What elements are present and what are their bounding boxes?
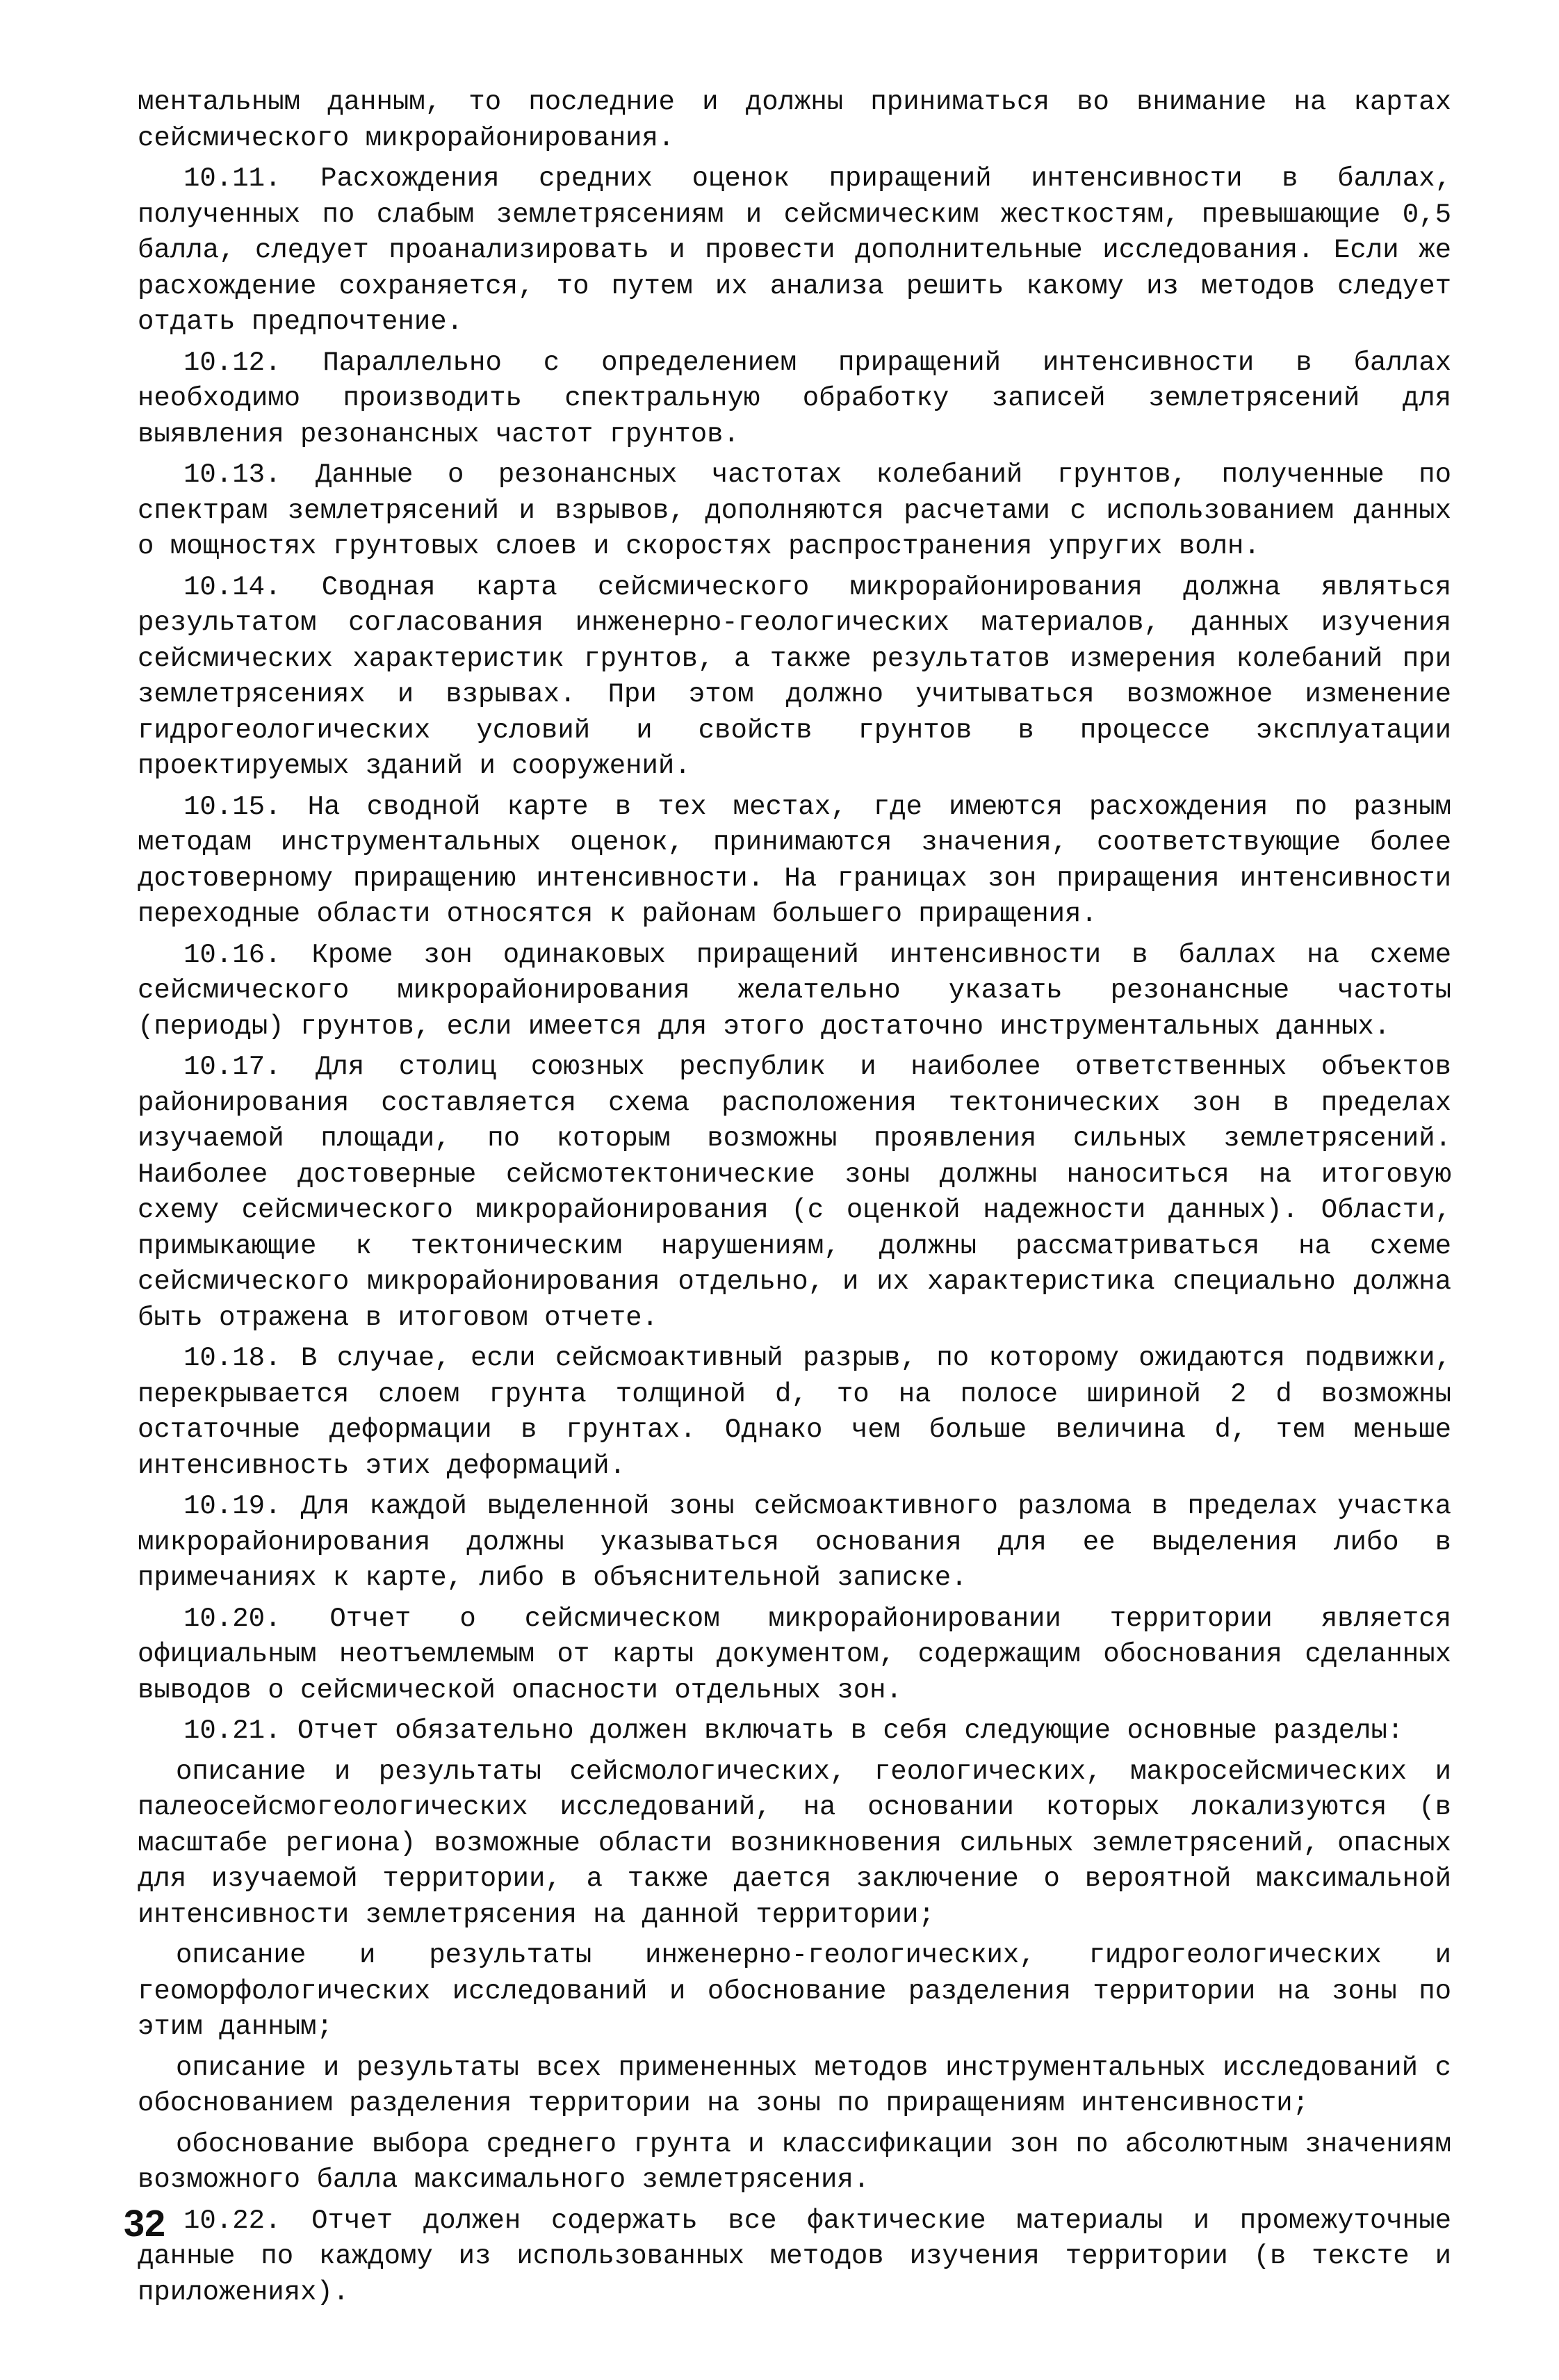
paragraph-10-22: [138, 2203, 1451, 2311]
paragraph-text: Отчет о сейсмическом микрорайонировании территории является официальным неотъемлемым от карты документом, содержащим обоснования сделанных выводов о сейсмической опасности отдельных зон.: [138, 1603, 1452, 1706]
section-number: 10.20.: [183, 1603, 281, 1634]
paragraph-text: ментальным данным, то последние и должны приниматься во внимание на картах сейсмического микрорайонирования.: [138, 87, 1451, 154]
list-item: описание и результаты сейсмологических, геологических, макросейсмических и палеосейсмогеологических исследований, на основании которых локализуются (в масштабе региона) возможные области возникновения сильных землетрясений, опасных для изучаемой территории, а также дается заключение о вероятной максимальной интенсивности землетрясения на данной территории;: [138, 1756, 1451, 1930]
section-number: 10.18.: [183, 1343, 281, 1374]
list-item: описание и результаты всех примененных методов инструментальных исследований с обоснованием разделения территории на зоны по приращениям интенсивности;: [138, 2052, 1451, 2119]
section-number: 10.14.: [183, 571, 281, 603]
paragraph-10-17: [138, 1050, 1451, 1336]
page-number: 32: [124, 2203, 166, 2244]
page-body: [138, 85, 1451, 2315]
paragraph-text: Отчет должен содержать все фактические материалы и промежуточные данные по каждому из использованных методов изучения территории (в тексте и приложениях).: [138, 2205, 1452, 2308]
paragraph-continuation: [138, 85, 1451, 156]
paragraph-10-16: [138, 938, 1451, 1045]
paragraph-text: Расхождения средних оценок приращений интенсивности в баллах, полученных по слабым землетрясениям и сейсмическим жесткостям, превышающие 0,5 балла, следует проанализировать и провести дополнительные исследования. Если же расхождение сохраняется, то путем их анализа решить какому из методов следует отдать предпочтение.: [138, 163, 1451, 337]
section-number: 10.13.: [183, 459, 281, 490]
paragraph-text: Кроме зон одинаковых приращений интенсивности в баллах на схеме сейсмического микрорайонирования желательно указать резонансные частоты (периоды) грунтов, если имеется для этого достаточно инструментальных данных.: [138, 939, 1451, 1042]
list-item: обоснование выбора среднего грунта и классификации зон по абсолютным значениям возможного балла максимального землетрясения.: [138, 2128, 1451, 2195]
paragraph-text: В случае, если сейсмоактивный разрыв, по которому ожидаются подвижки, перекрывается слоем грунта толщиной d, то на полосе шириной 2 d возможны остаточные деформации в грунтах. Однако чем больше величина d, тем меньше интенсивность этих деформаций.: [138, 1343, 1451, 1481]
section-number: 10.17.: [183, 1052, 281, 1082]
paragraph-10-18: [138, 1341, 1451, 1484]
paragraph-10-12: [138, 345, 1451, 453]
section-number: 10.11.: [183, 163, 281, 194]
paragraph-text: Данные о резонансных частотах колебаний грунтов, полученные по спектрам землетрясений и взрывов, дополняются расчетами с использованием данных о мощностях грунтовых слоев и скоростях распространения упругих волн.: [138, 459, 1451, 562]
paragraph-text: Для столиц союзных республик и наиболее ответственных объектов районирования составляется схема расположения тектонических зон в пределах изучаемой площади, по которым возможны проявления сильных землетрясений. Наиболее достоверные сейсмотектонические зоны должны наноситься на итоговую схему сейсмического микрорайонирования (с оценкой надежности данных). Области, примыкающие к тектоническим нарушениям, должны рассматриваться на схеме сейсмического микрорайонирования отдельно, и их характеристика специально должна быть отражена в итоговом отчете.: [138, 1052, 1451, 1333]
section-number: 10.22.: [183, 2205, 281, 2236]
paragraph-text: На сводной карте в тех местах, где имеются расхождения по разным методам инструментальных оценок, принимаются значения, соответствующие более достоверному приращению интенсивности. На границах зон приращения интенсивности переходные области относятся к районам большего приращения.: [138, 791, 1452, 929]
paragraph-text: Отчет обязательно должен включать в себя следующие основные разделы:: [297, 1715, 1404, 1746]
section-number: 10.19.: [183, 1491, 281, 1522]
paragraph-10-15: [138, 790, 1451, 933]
paragraph-text: Для каждой выделенной зоны сейсмоактивного разлома в пределах участка микрорайонирования должны указываться основания для ее выделения либо в примечаниях к карте, либо в объяснительной записке.: [138, 1491, 1451, 1593]
paragraph-10-21: [138, 1713, 1451, 1750]
paragraph-10-13: [138, 457, 1451, 565]
section-number: 10.15.: [183, 791, 281, 822]
section-number: 10.16.: [183, 939, 281, 970]
paragraph-10-20: [138, 1601, 1451, 1709]
section-number: 10.21.: [183, 1715, 281, 1746]
paragraph-text: Параллельно с определением приращений интенсивности в баллах необходимо производить спектральную обработку записей землетрясений для выявления резонансных частот грунтов.: [138, 347, 1451, 450]
paragraph-text: Сводная карта сейсмического микрорайонирования должна являться результатом согласования инженерно-геологических материалов, данных изучения сейсмических характеристик грунтов, а также результатов измерения колебаний при землетрясениях и взрывах. При этом должно учитываться возможное изменение гидрогеологических условий и свойств грунтов в процессе эксплуатации проектируемых зданий и сооружений.: [138, 571, 1451, 781]
paragraph-10-14: [138, 570, 1451, 785]
paragraph-10-19: [138, 1489, 1451, 1597]
section-number: 10.12.: [183, 347, 281, 378]
paragraph-10-11: [138, 161, 1451, 341]
list-item: описание и результаты инженерно-геологических, гидрогеологических и геоморфологических исследований и обоснование разделения территории на зоны по этим данным;: [138, 1940, 1451, 2042]
